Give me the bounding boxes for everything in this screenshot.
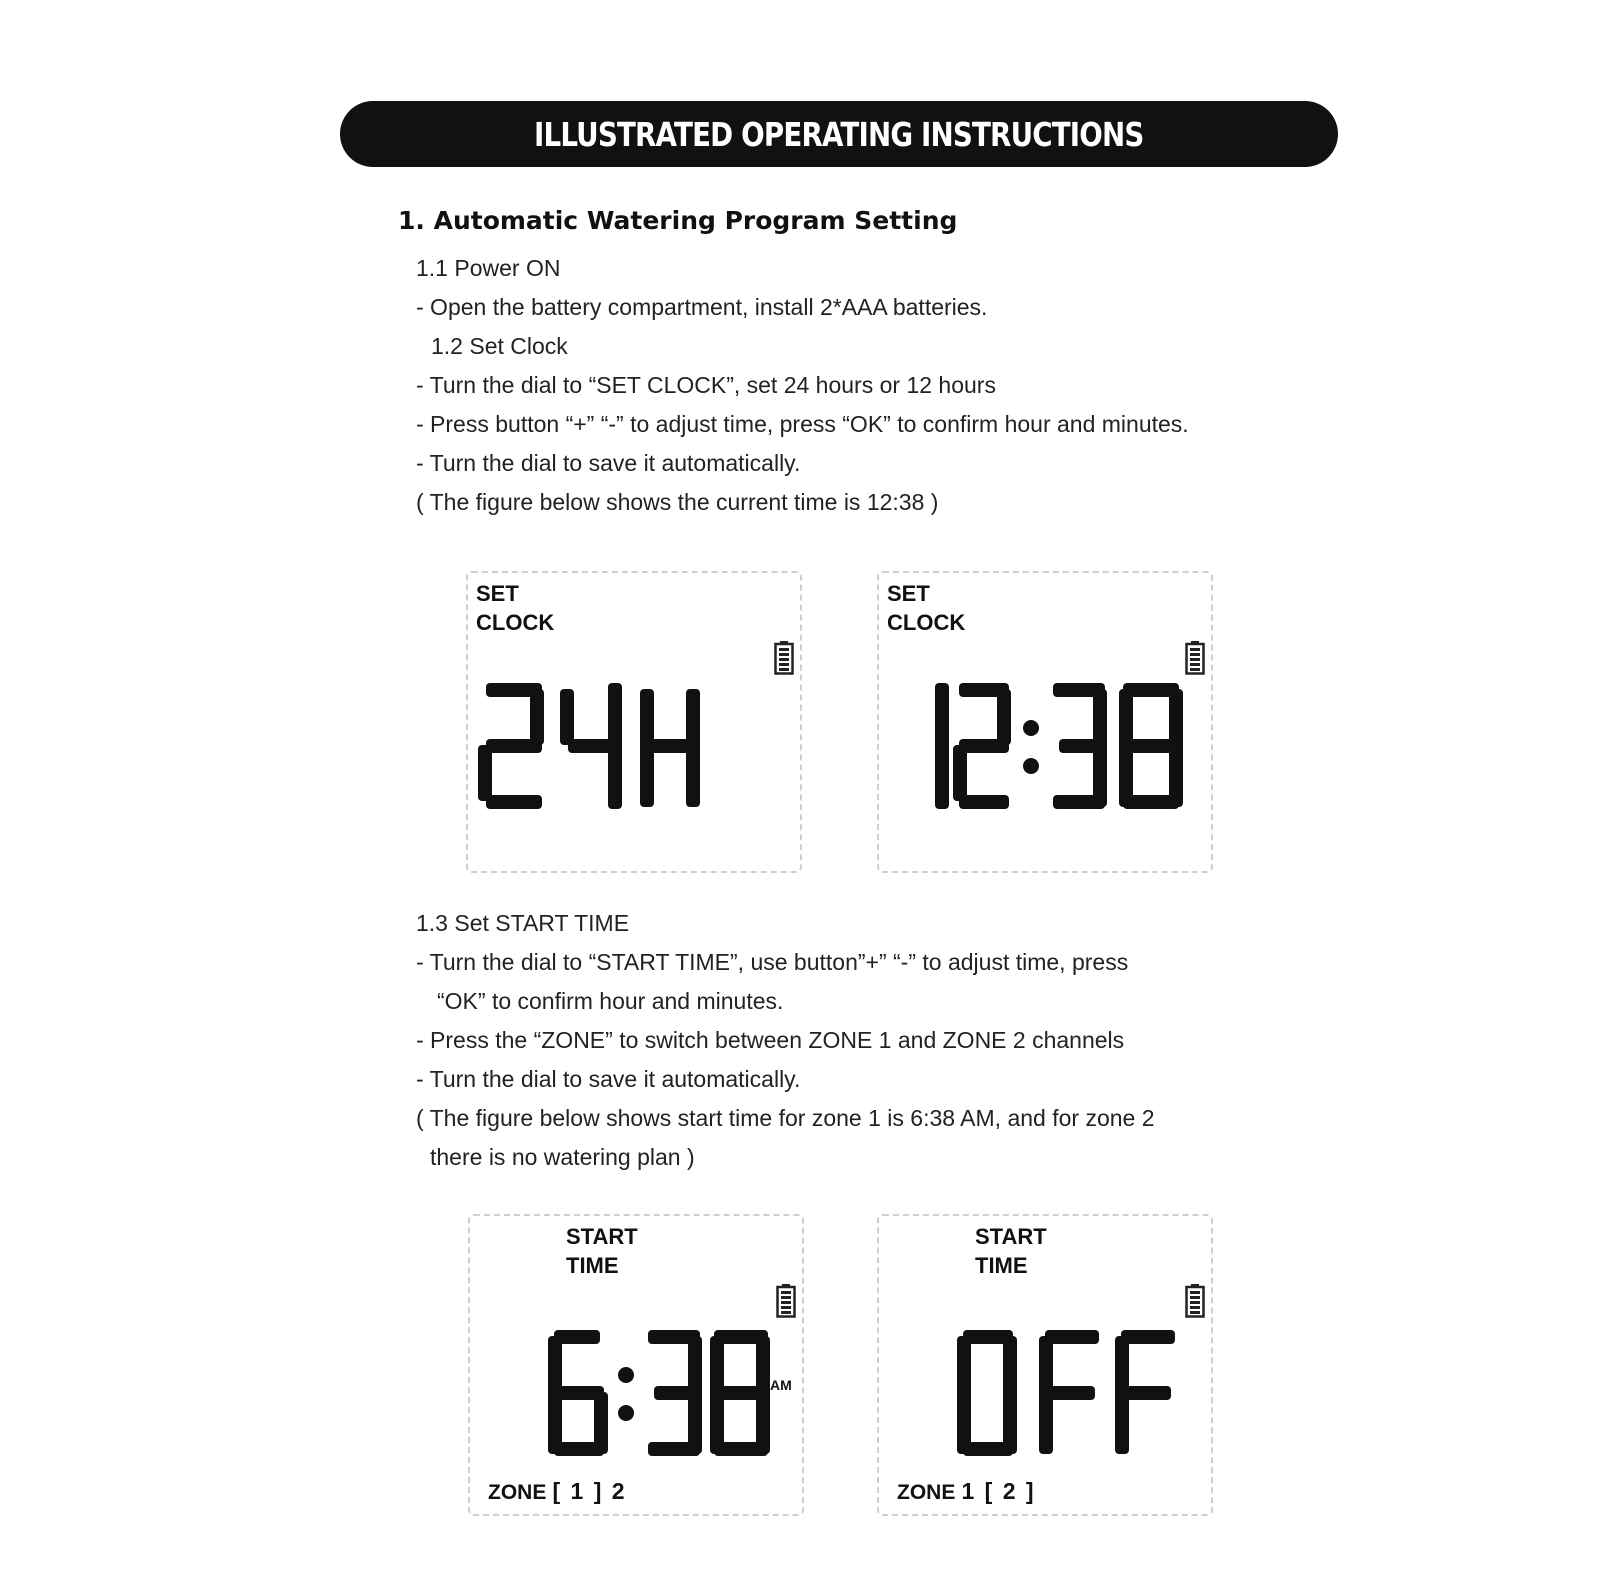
instruction-line: - Turn the dial to save it automatically. [416,1066,801,1092]
zone-label: ZONE [897,1481,956,1504]
instruction-line: - Turn the dial to “SET CLOCK”, set 24 hours or 12 hours [416,372,996,398]
section-heading: 1. Automatic Watering Program Setting [398,206,958,235]
lcd-label-line2: CLOCK [887,610,966,635]
zone-label: ZONE [488,1481,547,1504]
header-banner [340,101,1338,167]
zone-indicator [897,1478,1036,1505]
am-indicator: AM [770,1377,792,1393]
instruction-line: - Press the “ZONE” to switch between ZONE 1 and ZONE 2 channels [416,1027,1125,1053]
lcd-label-line2: TIME [975,1253,1028,1278]
instruction-line: - Turn the dial to save it automatically. [416,450,801,476]
zone-value: [ 1 ] 2 [552,1478,627,1504]
lcd-panel-start-time-zone2 [877,1214,1213,1516]
step-1-2-title: 1.2 Set Clock [431,333,568,359]
battery-full-icon [776,1284,796,1318]
lcd-display-6-38 [548,1330,772,1460]
battery-full-icon [1185,1284,1205,1318]
figure-note: there is no watering plan ) [430,1144,695,1170]
lcd-label-line1: SET [887,581,930,606]
lcd-display-24h [476,683,724,813]
lcd-panel-start-time-zone1 [468,1214,804,1516]
lcd-label-line1: SET [476,581,519,606]
instruction-line: “OK” to confirm hour and minutes. [437,988,784,1014]
lcd-label-line2: TIME [566,1253,619,1278]
instruction-line: - Turn the dial to “START TIME”, use button”+” “-” to adjust time, press [416,949,1129,975]
battery-full-icon [774,641,794,675]
figure-note: ( The figure below shows the current time is 12:38 ) [416,489,939,515]
zone-value: 1 [ 2 ] [961,1478,1036,1504]
zone-indicator [488,1478,627,1505]
step-1-3-title: 1.3 Set START TIME [416,910,630,936]
lcd-panel-clock-format [466,571,802,873]
step-1-1-title: 1.1 Power ON [416,255,561,281]
lcd-label-line2: CLOCK [476,610,555,635]
figure-note: ( The figure below shows start time for zone 1 is 6:38 AM, and for zone 2 [416,1105,1155,1131]
lcd-display-12-38 [935,683,1185,813]
lcd-label-line1: START [975,1224,1047,1249]
battery-full-icon [1185,641,1205,675]
lcd-panel-current-time [877,571,1213,873]
instruction-line: - Press button “+” “-” to adjust time, press “OK” to confirm hour and minutes. [416,411,1189,437]
instruction-line: - Open the battery compartment, install 2*AAA batteries. [416,294,988,320]
lcd-display-off [957,1330,1179,1460]
lcd-label-line1: START [566,1224,638,1249]
page-title: ILLUSTRATED OPERATING INSTRUCTIONS [534,114,1144,154]
